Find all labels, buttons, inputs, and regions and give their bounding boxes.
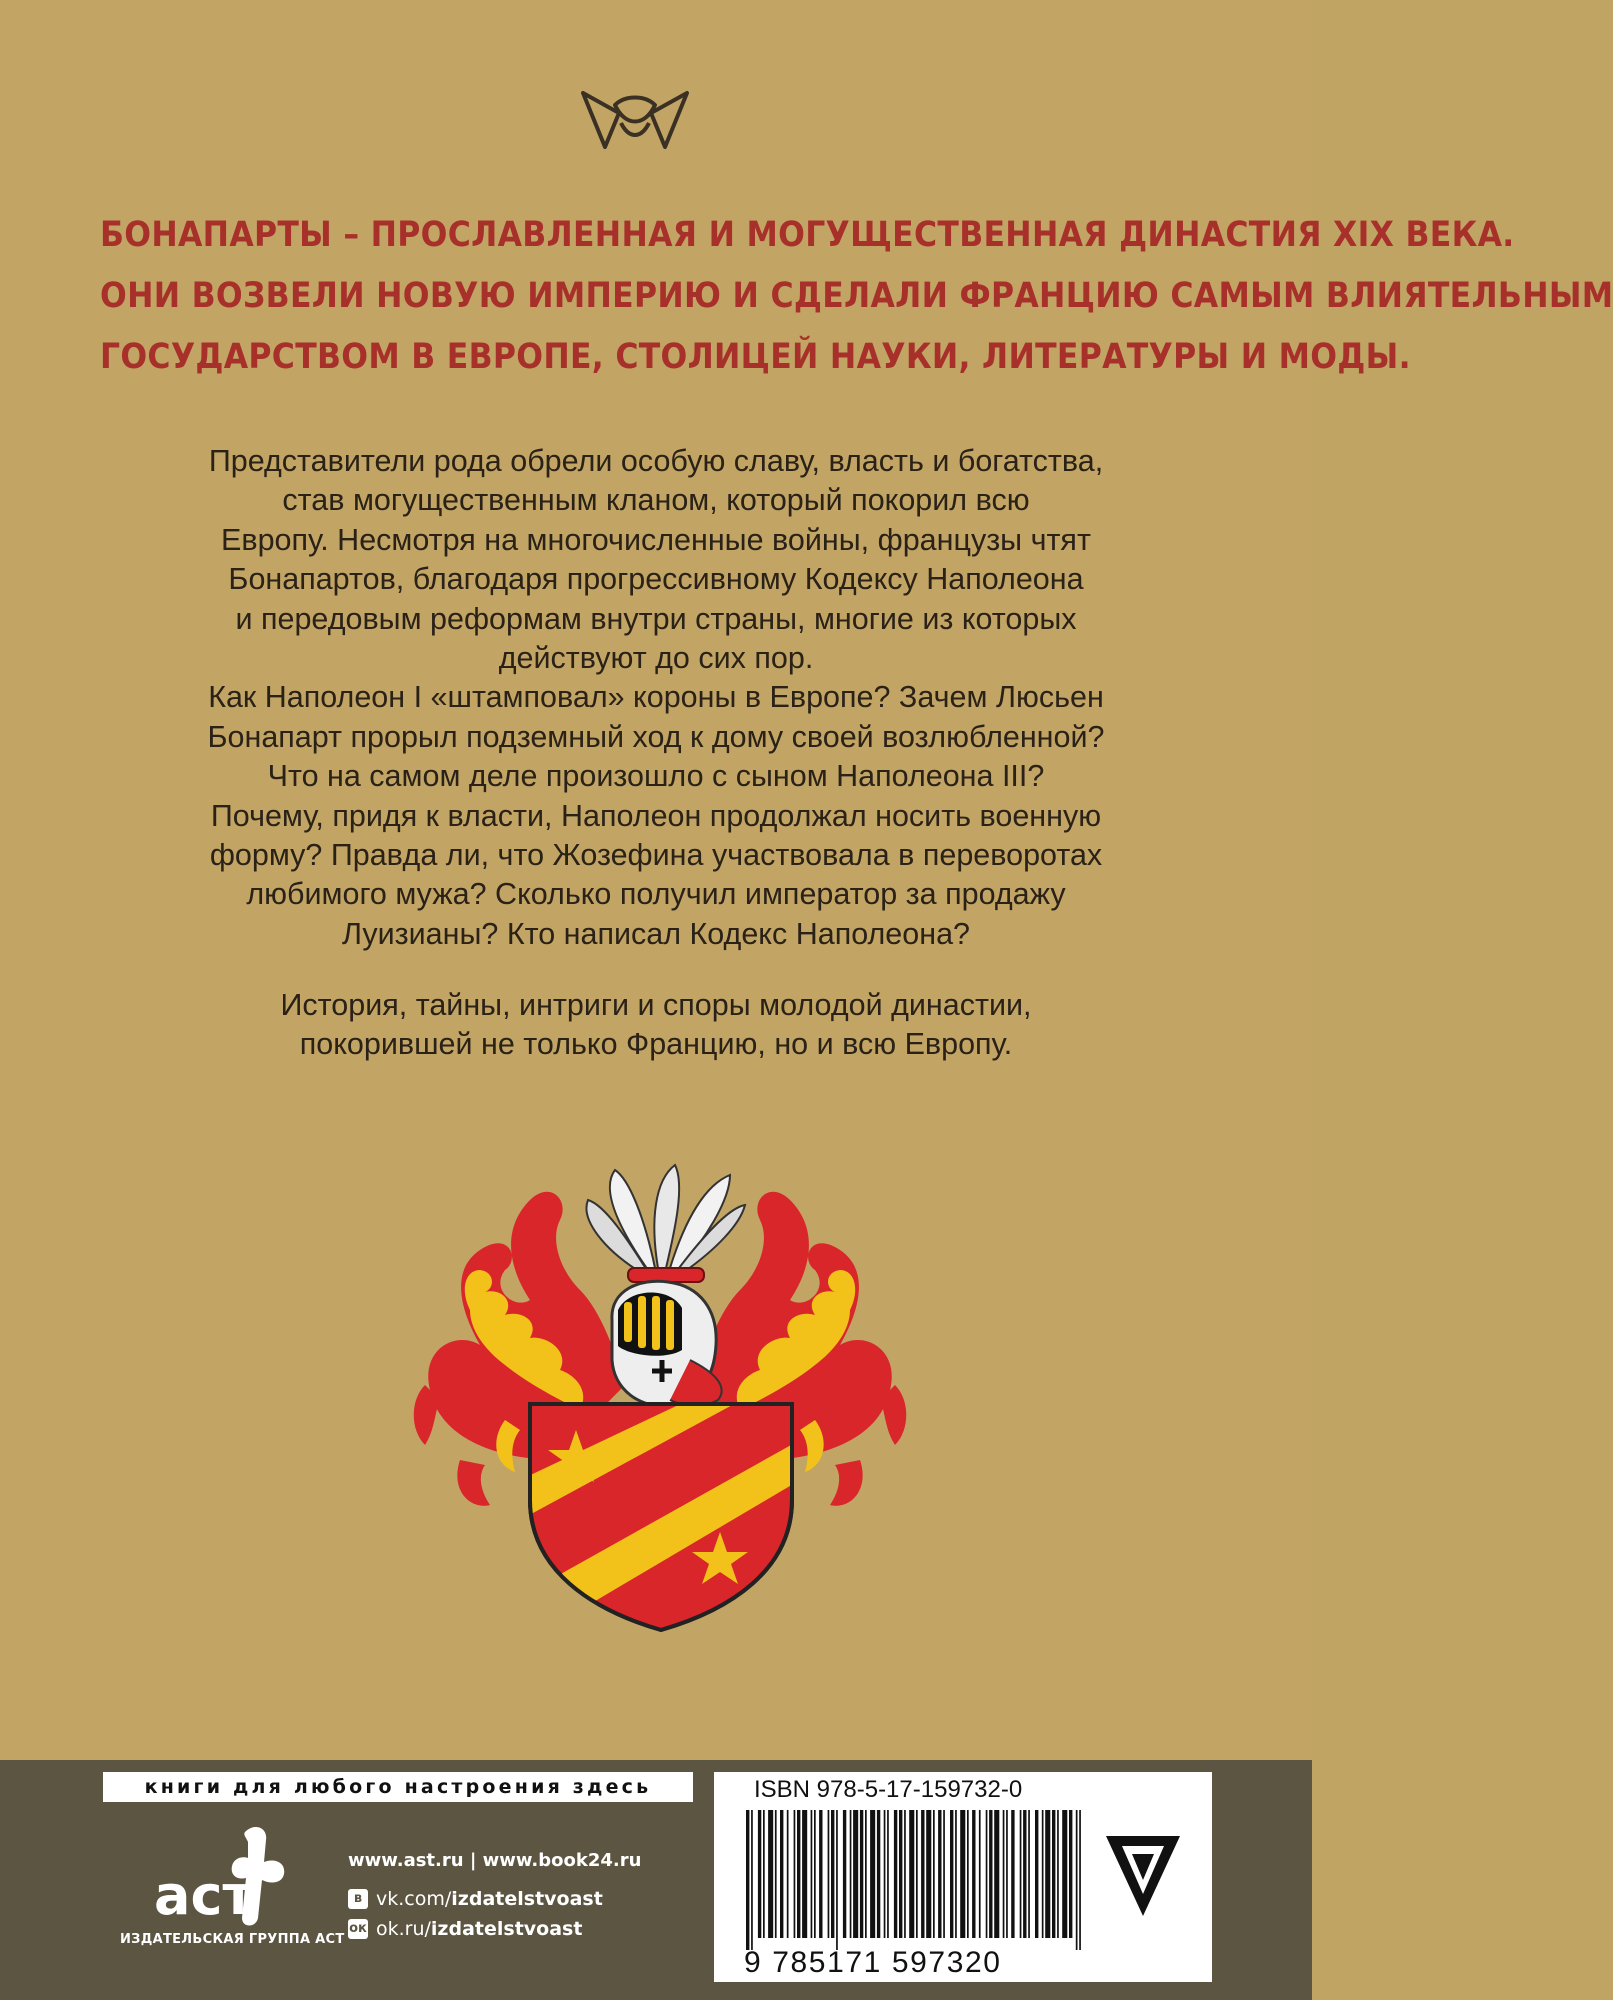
- description-line: Представители рода обрели особую славу, власть и богатства,: [208, 444, 1104, 478]
- barcode-bar: [986, 1810, 988, 1938]
- description-line: и передовым реформам внутри страны, многие из которых: [235, 601, 1077, 636]
- barcode-bar: [860, 1810, 863, 1938]
- barcode-bar: [972, 1810, 975, 1938]
- barcode-bar: [894, 1810, 897, 1938]
- barcode-bar: [814, 1810, 816, 1938]
- bee-ornament-icon: [575, 85, 695, 155]
- shield: [520, 1390, 800, 1630]
- barcode-bar: [870, 1810, 875, 1938]
- description-line: став могущественным кланом, который покорил всю: [282, 483, 1030, 518]
- barcode-bar: [1045, 1810, 1050, 1938]
- barcode-bar: [904, 1810, 906, 1938]
- vk-link[interactable]: [348, 1888, 603, 1910]
- barcode-bar: [1062, 1810, 1067, 1938]
- ast-logo-icon: [150, 1822, 290, 1932]
- ok-icon: ок: [348, 1919, 368, 1939]
- barcode-bar: [836, 1810, 838, 1950]
- logo-text: аст: [154, 1864, 254, 1927]
- barcode-bar: [746, 1810, 749, 1950]
- barcode-bar: [768, 1810, 773, 1938]
- barcode-bar: [994, 1810, 999, 1938]
- description-line: Европу. Несмотря на многочисленные войны, французы чтят: [221, 522, 1091, 557]
- helmet: [612, 1281, 722, 1406]
- ok-link[interactable]: [348, 1918, 582, 1940]
- tagline-line: ОНИ ВОЗВЕЛИ НОВУЮ ИМПЕРИЮ И СДЕЛАЛИ ФРАНЦИЮ САМЫМ ВЛИЯТЕЛЬНЫМ: [100, 276, 1613, 316]
- tagline: [100, 205, 1613, 388]
- barcode-bar: [909, 1810, 914, 1938]
- closing-line: История, тайны, интриги и споры молодой династии,: [280, 988, 1032, 1022]
- barcode-bar: [967, 1810, 969, 1938]
- closing-line: покорившей не только Францию, но и всю Европу.: [299, 1027, 1013, 1062]
- description: [100, 442, 1212, 954]
- barcode-bar: [916, 1810, 918, 1938]
- vk-handle: izdatelstvoast: [451, 1888, 603, 1910]
- description-line: Луизианы? Кто написал Кодекс Наполеона?: [341, 916, 971, 951]
- description-line: Бонапартов, благодаря прогрессивному Кодексу Наполеона: [228, 562, 1084, 597]
- barcode-bar: [828, 1810, 830, 1938]
- slogan: книги для любого настроения здесь: [103, 1772, 693, 1802]
- barcode-bar: [1020, 1810, 1022, 1938]
- barcode-bar: [797, 1810, 800, 1938]
- barcode-bar: [802, 1810, 807, 1938]
- barcode-bar: [933, 1810, 935, 1938]
- barcode-bar: [811, 1810, 813, 1938]
- barcode-bar: [780, 1810, 783, 1938]
- barcode-bar: [865, 1810, 867, 1938]
- barcode-bar: [1023, 1810, 1026, 1938]
- barcode-bar: [1006, 1810, 1008, 1938]
- barcode-bar: [899, 1810, 902, 1938]
- tagline-line: ГОСУДАРСТВОМ В ЕВРОПЕ, СТОЛИЦЕЙ НАУКИ, ЛИТЕРАТУРЫ И МОДЫ.: [100, 337, 1411, 377]
- barcode-bar: [1079, 1810, 1081, 1950]
- ean-number: 9 785171 597320: [744, 1946, 1002, 1979]
- barcode-bar: [1011, 1810, 1014, 1938]
- feather-plume: [587, 1165, 745, 1272]
- description-line: Как Наполеон I «штамповал» короны в Европе? Зачем Люсьен: [208, 680, 1104, 715]
- barcode-bar: [758, 1810, 761, 1938]
- barcode-bar: [943, 1810, 945, 1938]
- barcode-bar: [938, 1810, 941, 1938]
- description-line: любимого мужа? Сколько получил император за продажу: [246, 877, 1066, 912]
- barcode-bar: [926, 1810, 931, 1938]
- footer-band: [0, 1760, 1312, 2000]
- isbn-panel: [714, 1772, 1212, 1982]
- barcode-bar: [950, 1810, 953, 1938]
- description-line: Бонапарт прорыл подземный ход к дому своей возлюбленной?: [207, 719, 1105, 754]
- isbn-number: ISBN 978-5-17-159732-0: [754, 1776, 1023, 1803]
- website-links[interactable]: www.ast.ru | www.book24.ru: [348, 1850, 642, 1871]
- barcode-bar: [1003, 1810, 1005, 1938]
- barcode-bar: [794, 1810, 796, 1938]
- torse: [628, 1268, 704, 1282]
- barcode-bar: [751, 1810, 753, 1950]
- barcode-bar: [1042, 1810, 1044, 1938]
- vk-icon: в: [348, 1889, 368, 1909]
- barcode-bar: [1052, 1810, 1055, 1938]
- barcode-bar: [831, 1810, 834, 1938]
- ok-handle: izdatelstvoast: [430, 1918, 583, 1940]
- description-line: Что на самом деле произошло с сыном Наполеона III?: [267, 759, 1045, 794]
- ok-prefix: ok.ru/: [376, 1918, 431, 1940]
- closing-text: [100, 986, 1212, 1065]
- barcode-bar: [921, 1810, 924, 1938]
- barcode-bar: [763, 1810, 765, 1938]
- barcode-bar: [853, 1810, 858, 1938]
- barcode-bar: [955, 1810, 957, 1938]
- barcode-bar: [775, 1810, 777, 1938]
- barcode: [744, 1810, 1084, 1950]
- vk-prefix: vk.com/: [376, 1888, 452, 1910]
- barcode-bar: [979, 1810, 981, 1938]
- barcode-bar: [819, 1810, 822, 1938]
- description-line: форму? Правда ли, что Жозефина участвовала в переворотах: [209, 838, 1103, 873]
- barcode-bar: [960, 1810, 965, 1938]
- barcode-bar: [877, 1810, 880, 1938]
- barcode-bar: [787, 1810, 789, 1938]
- description-line: действуют до сих пор.: [498, 641, 814, 676]
- barcode-bar: [884, 1810, 886, 1938]
- publisher-name: ИЗДАТЕЛЬСКАЯ ГРУППА АСТ: [120, 1932, 345, 1947]
- tagline-line: БОНАПАРТЫ – ПРОСЛАВЛЕННАЯ И МОГУЩЕСТВЕННАЯ ДИНАСТИЯ XIX ВЕКА.: [100, 215, 1515, 255]
- coat-of-arms-icon: [400, 1160, 920, 1630]
- v-triangle-icon: [1102, 1832, 1184, 1920]
- barcode-bar: [1028, 1810, 1030, 1938]
- barcode-bar: [1069, 1810, 1072, 1938]
- barcode-bar: [989, 1810, 992, 1938]
- barcode-bar: [850, 1810, 852, 1938]
- barcode-bar: [1076, 1810, 1078, 1950]
- barcode-bar: [1035, 1810, 1038, 1938]
- barcode-bar: [887, 1810, 889, 1938]
- barcode-bar: [1057, 1810, 1059, 1938]
- description-line: Почему, придя к власти, Наполеон продолжал носить военную: [210, 798, 1102, 833]
- barcode-bar: [843, 1810, 846, 1938]
